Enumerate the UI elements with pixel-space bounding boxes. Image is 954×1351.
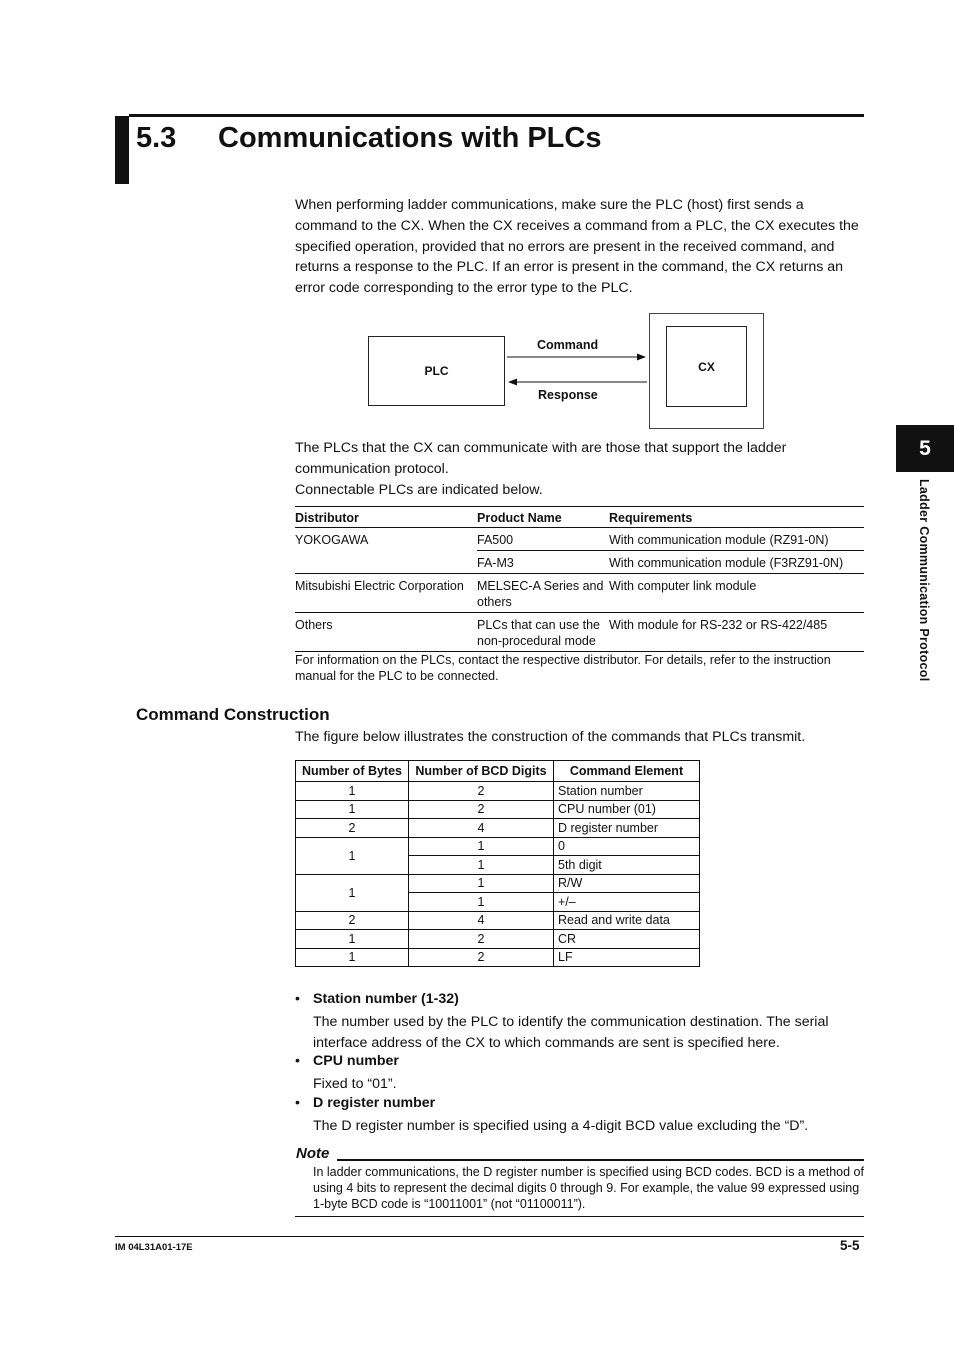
cell-requirements: With computer link module (609, 574, 864, 613)
cell-bytes: 1 (296, 930, 409, 949)
cell-digits: 2 (409, 948, 554, 967)
cell-element: CR (554, 930, 700, 949)
table-row (295, 574, 864, 613)
cell-element: Station number (554, 782, 700, 801)
diagram-arrows (505, 345, 650, 390)
footer-doc-id: IM 04L31A01-17E (115, 1242, 193, 1253)
plc-box (368, 336, 505, 406)
cell-product: FA500 (477, 528, 609, 551)
bullet-desc-d-register: The D register number is specified using a 4-digit BCD value excluding the “D”. (313, 1118, 809, 1134)
table-row (296, 911, 700, 930)
table-row (296, 819, 700, 838)
cell-digits: 4 (409, 819, 554, 838)
cell-bytes: 1 (296, 874, 409, 911)
bullet-desc-station-number: The number used by the PLC to identify the communication destination. The serial interface address of the CX to which commands are sent is specified here. (313, 1014, 829, 1051)
footer-rule (115, 1236, 864, 1237)
note-text: In ladder communications, the D register number is specified using BCD codes. BCD is a method of using 4 bits to represent the decimal digits 0 through 9. For example, the value 99 expressed using 1-byte BCD code is “10011001” (not “01100011”). (313, 1165, 864, 1211)
cell-requirements: With communication module (F3RZ91-0N) (609, 551, 864, 574)
response-label: Response (538, 388, 598, 402)
cell-digits: 1 (409, 874, 554, 893)
chapter-title: Ladder Communication Protocol (917, 479, 931, 682)
table-row (296, 874, 700, 893)
cell-distributor (295, 551, 477, 574)
command-arrow (507, 354, 646, 361)
cell-distributor: Others (295, 613, 477, 652)
cell-element: 0 (554, 837, 700, 856)
cell-product: FA-M3 (477, 551, 609, 574)
section-bar (115, 116, 129, 184)
table-row (296, 948, 700, 967)
cell-digits: 1 (409, 856, 554, 875)
table-row (296, 930, 700, 949)
plc-support-text (295, 438, 865, 500)
cell-bytes: 1 (296, 837, 409, 874)
section-rule (129, 114, 864, 117)
table-row (296, 782, 700, 801)
cell-element: 5th digit (554, 856, 700, 875)
cell-bytes: 2 (296, 911, 409, 930)
cx-box (666, 326, 747, 407)
cell-digits: 1 (409, 893, 554, 912)
chapter-number: 5 (919, 436, 931, 460)
table-row (295, 528, 864, 551)
cell-digits: 2 (409, 800, 554, 819)
note-label: Note (296, 1145, 330, 1162)
cell-bytes: 1 (296, 782, 409, 801)
plc-support-sentence: The PLCs that the CX can communicate with are those that support the ladder communication protocol. (295, 440, 787, 477)
cell-element: R/W (554, 874, 700, 893)
cell-element: LF (554, 948, 700, 967)
command-construction-text: The figure below illustrates the construction of the commands that PLCs transmit. (295, 729, 806, 745)
table-row (295, 551, 864, 574)
bullet-title-station-number: Station number (1-32) (313, 991, 459, 1007)
header-bytes: Number of Bytes (296, 761, 409, 782)
cell-element: CPU number (01) (554, 800, 700, 819)
cell-requirements: With module for RS-232 or RS-422/485 (609, 613, 864, 652)
cell-distributor: Mitsubishi Electric Corporation (295, 574, 477, 613)
cell-digits: 2 (409, 930, 554, 949)
bullet-marker: • (295, 1053, 300, 1069)
cell-element: +/– (554, 893, 700, 912)
cell-product: MELSEC-A Series and others (477, 574, 609, 613)
cell-digits: 4 (409, 911, 554, 930)
table-row (295, 613, 864, 652)
intro-paragraph: When performing ladder communications, make sure the PLC (host) first sends a command to the CX. When the CX receives a command from a PLC, the CX executes the specified operation, provided that no errors are present in the received command, and returns a response to the PLC. If an error is present in the command, the CX returns an error code corresponding to the error type to the PLC. (295, 197, 859, 297)
cell-element: D register number (554, 819, 700, 838)
section-number: 5.3 (136, 122, 177, 154)
bullet-title-cpu-number: CPU number (313, 1053, 399, 1069)
distributor-table (295, 506, 864, 652)
command-label: Command (537, 338, 599, 352)
bullet-desc-cpu-number: Fixed to “01”. (313, 1076, 397, 1092)
bullet-marker: • (295, 1095, 300, 1111)
bullet-title-d-register: D register number (313, 1095, 436, 1111)
header-bcd-digits: Number of BCD Digits (409, 761, 554, 782)
cell-product: PLCs that can use the non-procedural mode (477, 613, 609, 652)
bullet-marker: • (295, 991, 300, 1007)
cell-bytes: 1 (296, 800, 409, 819)
cell-bytes: 1 (296, 948, 409, 967)
distributor-info-note: For information on the PLCs, contact the respective distributor. For details, refer to the instruction manual for the PLC to be connected. (295, 653, 831, 683)
command-construction-heading: Command Construction (136, 705, 330, 724)
table-row (296, 800, 700, 819)
command-table (295, 760, 700, 967)
cell-requirements: With communication module (RZ91-0N) (609, 528, 864, 551)
header-product-name: Product Name (477, 507, 609, 528)
plc-label: PLC (424, 364, 449, 378)
section-title: Communications with PLCs (218, 122, 602, 154)
cell-distributor: YOKOGAWA (295, 533, 369, 547)
footer-page-number: 5-5 (840, 1238, 860, 1253)
header-distributor: Distributor (295, 507, 477, 528)
table-header-row (295, 507, 864, 528)
connectable-sentence: Connectable PLCs are indicated below. (295, 481, 543, 498)
cell-digits: 2 (409, 782, 554, 801)
table-row (296, 837, 700, 856)
note-rule-top (337, 1159, 864, 1161)
cx-label: CX (698, 359, 715, 374)
cell-element: Read and write data (554, 911, 700, 930)
header-requirements: Requirements (609, 507, 864, 528)
header-command-element: Command Element (554, 761, 700, 782)
note-rule-bottom (295, 1216, 864, 1217)
chapter-tab (896, 425, 954, 472)
response-arrow (508, 379, 647, 386)
table-header-row (296, 761, 700, 782)
cell-bytes: 2 (296, 819, 409, 838)
cell-digits: 1 (409, 837, 554, 856)
